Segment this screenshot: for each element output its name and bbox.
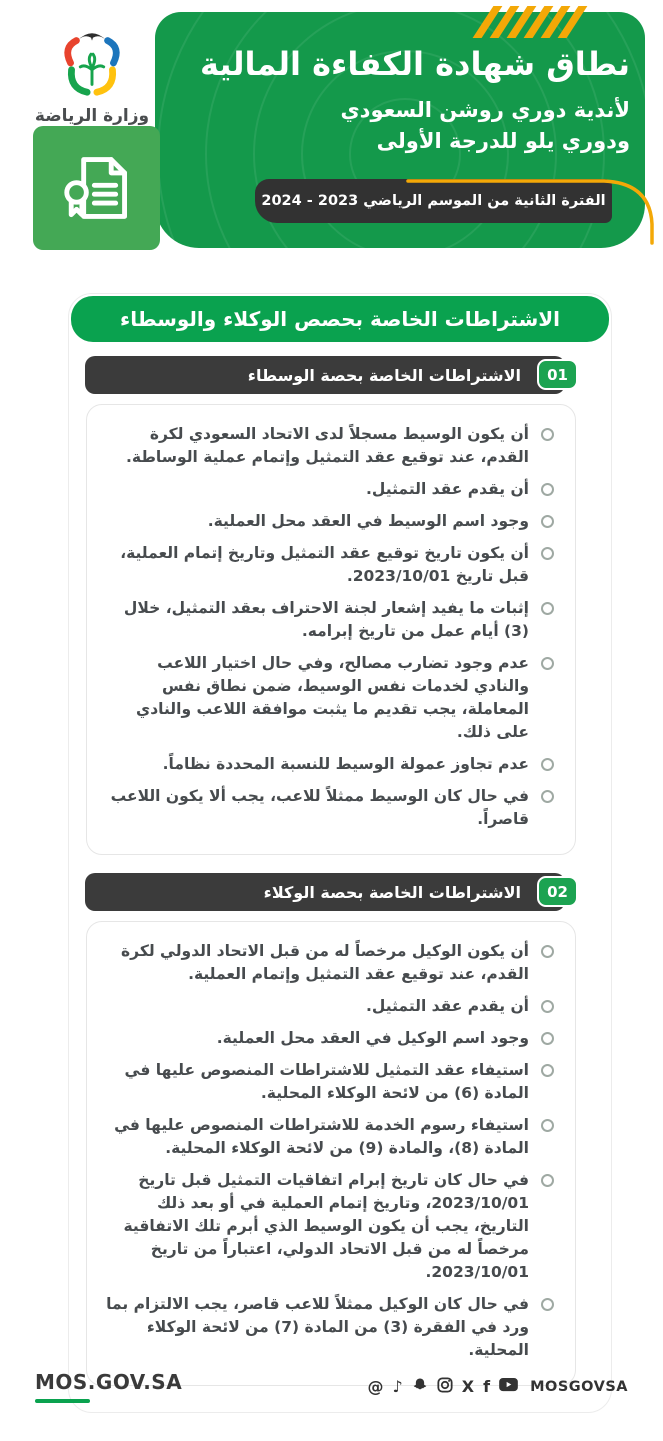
footer: [35, 1370, 630, 1403]
list-item: أن يكون الوكيل مرخصاً له من قبل الاتحاد الدولي لكرة القدم، عند توقيع عقد التمثيل وإتمام العملية.: [101, 940, 557, 986]
threads-icon[interactable]: @: [367, 1376, 384, 1396]
social-handle: MOSGOVSA: [530, 1378, 628, 1395]
list-item: أن يقدم عقد التمثيل.: [101, 478, 557, 501]
instagram-icon[interactable]: [437, 1377, 453, 1397]
ministry-name-arabic: وزارة الرياضة: [34, 106, 150, 126]
section-1-list-card: [86, 404, 576, 855]
social-links: [368, 1377, 630, 1397]
yellow-stripes-decoration: [483, 6, 577, 38]
section-2-list: [101, 940, 557, 1362]
certificate-document-icon: [57, 148, 137, 228]
list-item: إثبات ما يفيد إشعار لجنة الاحتراف بعقد التمثيل، خلال (3) أيام عمل من تاريخ إبرامه.: [101, 597, 557, 643]
facebook-icon[interactable]: f: [483, 1376, 491, 1396]
list-item: استيفاء عقد التمثيل للاشتراطات المنصوص عليها في المادة (6) من لائحة الوكلاء المحلية.: [101, 1059, 557, 1105]
section-1-list: [101, 423, 557, 831]
subtitle-line-2: ودوري يلو للدرجة الأولى: [376, 129, 630, 153]
website-link[interactable]: [35, 1370, 182, 1403]
section-1-number-badge: 01: [537, 359, 578, 390]
subtitle-line-1: لأندية دوري روشن السعودي: [340, 98, 630, 122]
website-text: MOS.GOV.SA: [35, 1370, 183, 1394]
list-item: عدم تجاوز عمولة الوسيط للنسبة المحددة نظاماً.: [101, 753, 557, 776]
section-2-title: الاشتراطات الخاصة بحصة الوكلاء: [263, 882, 521, 902]
list-item: وجود اسم الوكيل في العقد محل العملية.: [101, 1027, 557, 1050]
page-title: نطاق شهادة الكفاءة المالية: [200, 45, 630, 83]
list-item: أن يكون تاريخ توقيع عقد التمثيل وتاريخ إتمام العملية، قبل تاريخ 2023/10/01.: [101, 542, 557, 588]
content-card: [68, 293, 612, 1413]
youtube-icon[interactable]: [499, 1377, 518, 1396]
card-main-heading: الاشتراطات الخاصة بحصص الوكلاء والوسطاء: [71, 296, 609, 342]
section-2-list-card: [86, 921, 576, 1386]
section-2-header: [85, 873, 568, 911]
section-2-number-badge: 02: [537, 876, 578, 907]
tiktok-icon[interactable]: ♪: [392, 1376, 403, 1396]
header-titles: [200, 44, 630, 157]
website-underline: [35, 1399, 90, 1403]
list-item: في حال كان الوسيط ممثلاً للاعب، يجب ألا يكون اللاعب قاصراً.: [101, 785, 557, 831]
list-item: أن يقدم عقد التمثيل.: [101, 995, 557, 1018]
list-item: في حال كان تاريخ إبرام اتفاقيات التمثيل قبل تاريخ 2023/10/01، وتاريخ إتمام العملية في أو بعد ذلك التاريخ، يجب أن يكون الوسيط الذي أبرم تلك الاتفاقية مرخصاً له من قبل الاتحاد الدولي، اعتباراً من تاريخ 2023/10/01.: [101, 1169, 557, 1284]
section-1-title: الاشتراطات الخاصة بحصة الوسطاء: [247, 365, 521, 385]
list-item: أن يكون الوسيط مسجلاً لدى الاتحاد السعودي لكرة القدم، عند توقيع عقد التمثيل وإتمام عملية الوساطة.: [101, 423, 557, 469]
ministry-logo: [28, 24, 156, 141]
certificate-icon-box: [33, 126, 160, 250]
x-icon[interactable]: X: [461, 1376, 475, 1396]
season-period-badge: الفترة الثانية من الموسم الرياضي 2023 - 2024: [255, 179, 612, 223]
snapchat-icon[interactable]: [412, 1377, 428, 1397]
page-subtitle: [200, 95, 630, 157]
list-item: وجود اسم الوسيط في العقد محل العملية.: [101, 510, 557, 533]
list-item: في حال كان الوكيل ممثلاً للاعب قاصر، يجب الالتزام بما ورد في الفقرة (3) من المادة (7) من لائحة الوكلاء المحلية.: [101, 1293, 557, 1362]
ministry-emblem-icon: [55, 24, 129, 100]
list-item: استيفاء رسوم الخدمة للاشتراطات المنصوص عليها في المادة (8)، والمادة (9) من لائحة الوكلاء المحلية.: [101, 1114, 557, 1160]
list-item: عدم وجود تضارب مصالح، وفي حال اختيار اللاعب والنادي لخدمات نفس الوسيط، ضمن نطاق نفس المعاملة، يجب تقديم ما يثبت موافقة اللاعب والنادي على ذلك.: [101, 652, 557, 744]
header: [0, 0, 663, 260]
section-1-header: [85, 356, 568, 394]
